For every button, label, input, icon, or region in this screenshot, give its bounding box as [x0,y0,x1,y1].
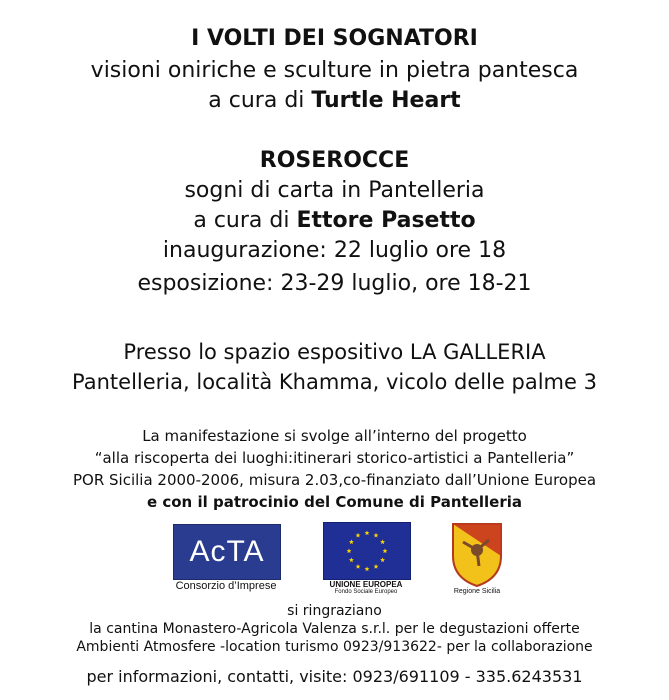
sicily-crest-icon [449,520,505,588]
venue-name: Presso lo spazio espositivo LA GALLERIA [123,340,546,364]
project-patronage: e con il patrocinio del Comune di Pantelleria [146,493,523,511]
curator-prefix: a cura di [193,208,297,233]
thanks-heading: si ringraziano [287,603,382,619]
inauguration-date: inaugurazione: 22 luglio ore 18 [162,238,507,263]
exhibit-title-volti: I VOLTI DEI SOGNATORI [191,26,478,51]
eu-caption: UNIONE EUROPEA [329,580,403,589]
thanks-line-cantina: la cantina Monastero-Agricola Valenza s.r.l. per le degustazioni offerte [89,621,580,637]
project-funding: POR Sicilia 2000-2006, misura 2.03,co-finanziato dall’Unione Europea [72,471,597,489]
exhibit-curator-volti [0,88,669,113]
curator-name-turtle-heart: Turtle Heart [311,88,461,113]
curator-name-ettore-pasetto: Ettore Pasetto [296,208,476,233]
venue-address: Pantelleria, località Khamma, vicolo delle palme 3 [72,370,597,394]
eu-subcaption: Fondo Sociale Europeo [334,589,398,595]
eu-flag-icon [323,522,411,580]
sicily-caption: Regione Sicilia [453,588,501,595]
thanks-line-ambienti: Ambienti Atmosfere -location turismo 0923/913622- per la collaborazione [76,639,593,655]
exhibit-subtitle-volti: visioni oniriche e sculture in pietra pantesca [90,58,579,83]
acta-logo: AcTA [173,524,281,580]
exhibit-curator-roserocce [0,208,669,233]
exhibit-subtitle-roserocce: sogni di carta in Pantelleria [184,178,485,203]
sponsor-logos [0,520,669,600]
acta-caption: Consorzio d’Imprese [175,580,277,592]
exhibit-title-roserocce: ROSEROCCE [259,148,410,173]
contact-info: per informazioni, contatti, visite: 0923/691109 - 335.6243531 [86,667,583,686]
project-name: “alla riscoperta dei luoghi:itinerari storico-artistici a Pantelleria” [94,449,575,467]
curator-prefix: a cura di [208,88,312,113]
exhibition-dates: esposizione: 23-29 luglio, ore 18-21 [137,271,532,296]
project-intro: La manifestazione si svolge all’interno del progetto [142,427,527,445]
